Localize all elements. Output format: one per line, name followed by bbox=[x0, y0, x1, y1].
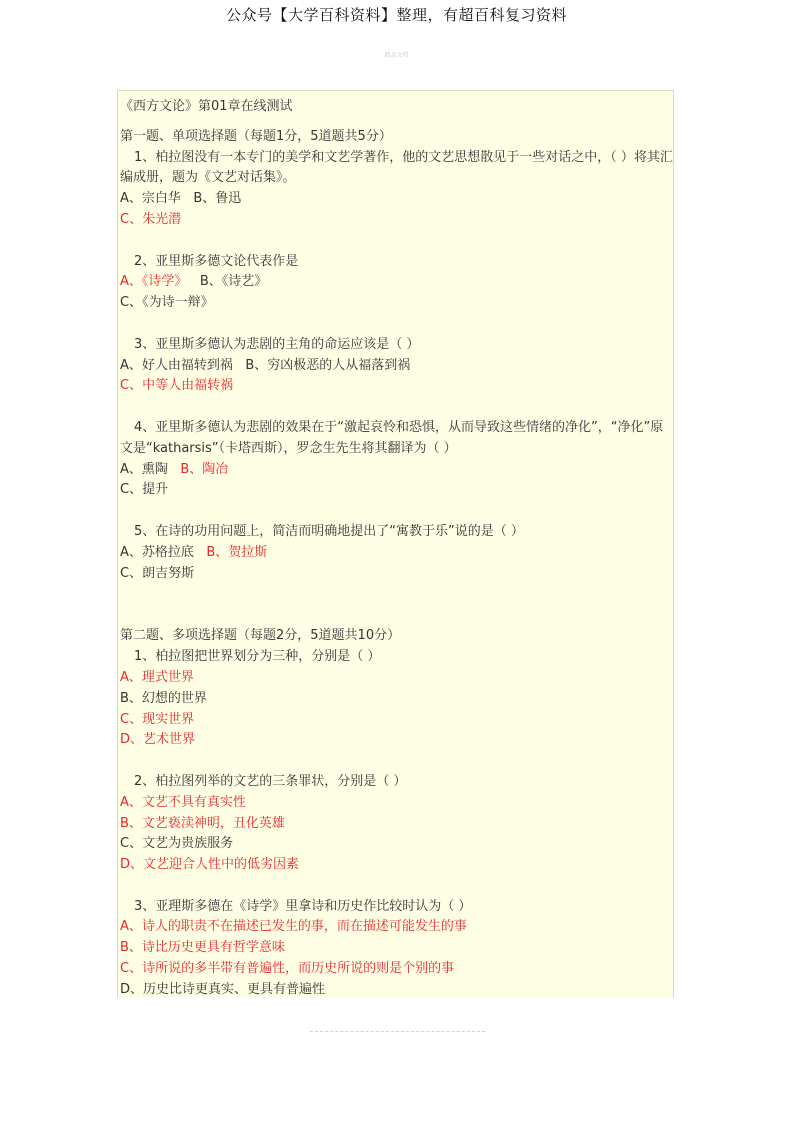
option-line bbox=[120, 272, 673, 293]
spacer bbox=[120, 397, 673, 418]
test-title: 《西方文论》第01章在线测试 bbox=[120, 99, 293, 114]
option-a[interactable]: A、苏格拉底 bbox=[120, 544, 194, 560]
question-stem: 5、在诗的功用问题上，简洁而明确地提出了“寓教于乐”说的是（ ） bbox=[134, 523, 524, 539]
spacer bbox=[120, 876, 673, 897]
question-stem: 4、亚里斯多德认为悲剧的效果在于“激起哀怜和恐惧，从而导致这些情绪的净化”，“净化”原文是“katharsis”（卡塔西斯），罗念生先生将其翻译为（ ） bbox=[120, 419, 664, 456]
question-stem: 3、亚理斯多德在《诗学》里拿诗和历史作比较时认为（ ） bbox=[134, 898, 472, 914]
option-d[interactable]: D、历史比诗更真实、更具有普遍性 bbox=[120, 981, 326, 997]
option-c[interactable]: C、提升 bbox=[120, 482, 169, 498]
option-b[interactable]: B、幻想的世界 bbox=[120, 690, 207, 706]
option-d-correct[interactable]: D、艺术世界 bbox=[120, 732, 196, 748]
option-b[interactable]: B、穷凶极恶的人从福落到祸 bbox=[245, 357, 411, 373]
section-title-multiple-choice: 第二题、多项选择题（每题2分，5道题共10分） bbox=[120, 628, 401, 644]
page-header: 公众号【大学百科资料】整理，有超百科复习资料 bbox=[225, 6, 567, 24]
option-c[interactable]: C、文艺为贵族服务 bbox=[120, 836, 234, 852]
option-c[interactable]: C、朗吉努斯 bbox=[120, 565, 195, 581]
spacer bbox=[120, 584, 673, 626]
option-b-correct[interactable]: B、陶冶 bbox=[180, 461, 229, 477]
section-title-single-choice: 第一题、单项选择题（每题1分，5道题共5分） bbox=[120, 128, 392, 144]
question-stem: 2、柏拉图列举的文艺的三条罪状，分别是（ ） bbox=[134, 773, 407, 789]
option-a[interactable]: A、宗白华 bbox=[120, 191, 181, 207]
option-a-correct[interactable]: A、诗人的职责不在描述已发生的事，而在描述可能发生的事 bbox=[120, 919, 467, 935]
option-c[interactable]: C、《为诗一辩》 bbox=[120, 295, 214, 311]
question-stem: 2、亚里斯多德文论代表作是 bbox=[134, 253, 299, 269]
option-line bbox=[120, 189, 673, 210]
option-a[interactable]: A、熏陶 bbox=[120, 461, 168, 477]
question-stem: 1、柏拉图没有一本专门的美学和文艺学著作，他的文艺思想散见于一些对话之中，（ ）将其汇编成册，题为《文艺对话集》。 bbox=[120, 149, 673, 186]
option-line bbox=[120, 356, 673, 377]
test-panel bbox=[117, 90, 674, 998]
spacer bbox=[120, 314, 673, 335]
option-b[interactable]: B、鲁迅 bbox=[193, 191, 242, 207]
option-c-correct[interactable]: C、诗所说的多半带有普遍性，而历史所说的则是个别的事 bbox=[120, 961, 455, 977]
option-d-correct[interactable]: D、文艺迎合人性中的低劣因素 bbox=[120, 857, 300, 873]
watermark: 精品文档 bbox=[384, 52, 409, 59]
question-stem: 1、柏拉图把世界划分为三种，分别是（ ） bbox=[134, 649, 381, 665]
option-b-correct[interactable]: B、贺拉斯 bbox=[206, 544, 268, 560]
spacer bbox=[120, 231, 673, 252]
option-a-correct[interactable]: A、《诗学》 bbox=[120, 274, 188, 290]
option-a-correct[interactable]: A、文艺不具有真实性 bbox=[120, 794, 246, 810]
option-b-correct[interactable]: B、文艺亵渎神明，丑化英雄 bbox=[120, 815, 285, 831]
option-c-correct[interactable]: C、朱光潜 bbox=[120, 211, 182, 227]
option-a-correct[interactable]: A、理式世界 bbox=[120, 669, 194, 685]
spacer bbox=[120, 751, 673, 772]
option-c-correct[interactable]: C、中等人由福转祸 bbox=[120, 378, 234, 394]
footer-divider bbox=[310, 1031, 485, 1032]
option-b-correct[interactable]: B、诗比历史更具有哲学意味 bbox=[120, 940, 285, 956]
option-line bbox=[120, 543, 673, 564]
option-c-correct[interactable]: C、现实世界 bbox=[120, 711, 195, 727]
option-b[interactable]: B、《诗艺》 bbox=[199, 274, 268, 290]
option-a[interactable]: A、好人由福转到祸 bbox=[120, 357, 233, 373]
spacer bbox=[120, 501, 673, 522]
question-stem: 3、亚里斯多德认为悲剧的主角的命运应该是（ ） bbox=[134, 336, 420, 352]
option-line bbox=[120, 460, 673, 481]
